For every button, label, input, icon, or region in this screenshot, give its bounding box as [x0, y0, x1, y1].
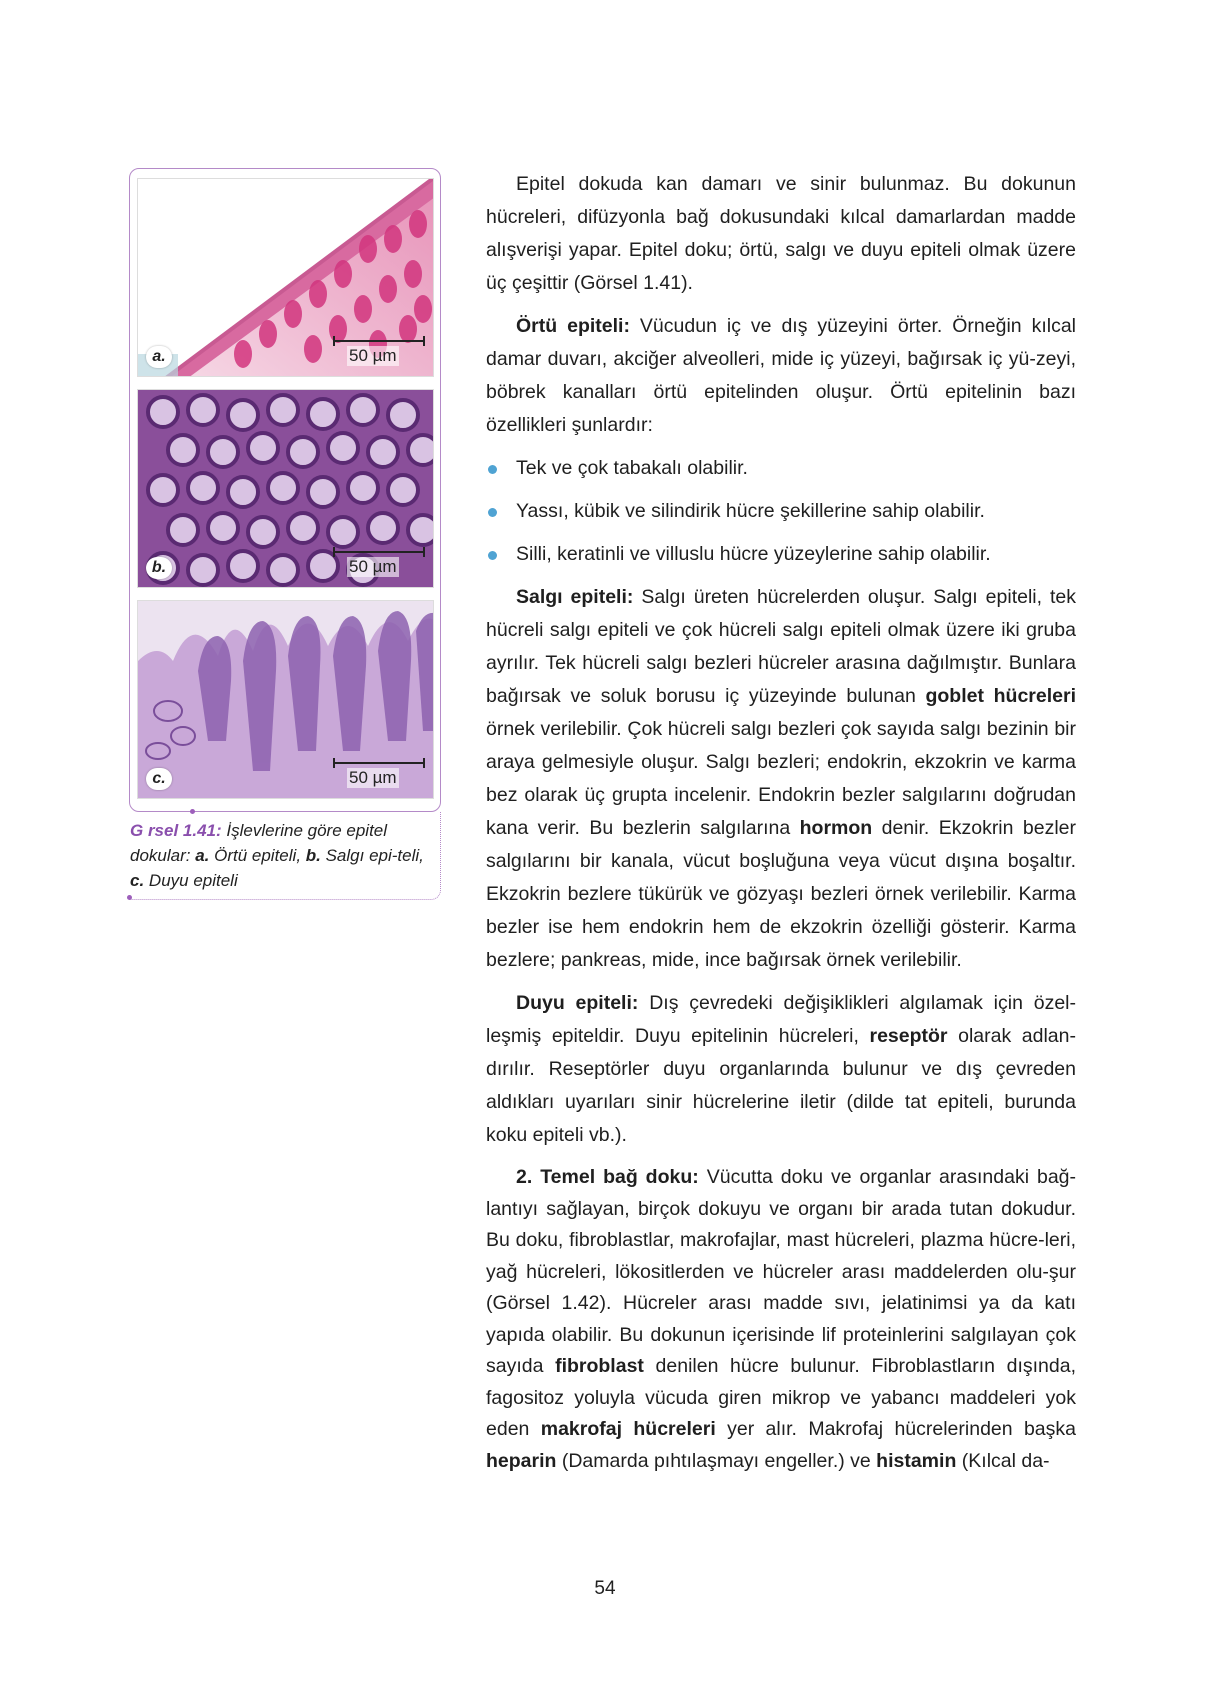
paragraph-text: Vücutta doku ve organlar arasındaki bağ-lantıyı sağlayan, birçok dokuyu ve organı bir arada tutan dokudur. Bu doku, fibroblastlar, makrofajlar, mast hücreleri, plazma hücre-leri, yağ hücreleri, lökositlerden ve hücreler arası maddelerden olu-şur (Görsel 1.42). Hücreler arası madde sıvı, jelatinimsi ya da katı yapıda olabilir. Bu dokunun içerisinde lif proteinlerini salgılayan çok sayıda [486, 1166, 1076, 1377]
paragraph-temel-bag-doku [486, 1162, 1076, 1477]
micrograph-panel-c [137, 600, 434, 799]
scale-label-a: 50 µm [349, 346, 397, 365]
caption-letter-b: b. [305, 846, 321, 865]
paragraph-salgi-epiteli [486, 581, 1076, 977]
list-item: Yassı, kübik ve silindirik hücre şekillerine sahip olabilir. [486, 495, 1076, 528]
paragraph-text: denilen hücre bulunur. Fibroblastların dışında, fagositoz yoluyla vücuda giren mikrop ve yabancı maddeleri yok eden [486, 1355, 1076, 1440]
term-duyu-epiteli: Duyu epiteli: [516, 992, 639, 1014]
term-heparin: heparin [486, 1449, 557, 1472]
bullet-list [486, 452, 1076, 571]
term-reseptor: reseptör [869, 1025, 948, 1047]
paragraph-text: Salgı üreten hücrelerden oluşur. Salgı epiteli, tek hücreli salgı epiteli ve çok hücreli salgı epiteli olmak üzere iki gruba ayrılır. Tek hücreli salgı bezleri hücreler arasına dağılmıştır. Bunlara bağırsak ve soluk borusu iç yüzeyinde bulunan [486, 586, 1076, 707]
paragraph-text: (Kılcal da- [956, 1449, 1050, 1472]
paragraph-text: (Damarda pıhtılaşmayı engeller.) ve [556, 1449, 877, 1472]
scale-bar-b [333, 551, 425, 577]
frame-dot [127, 895, 132, 900]
scale-label-c: 50 µm [349, 768, 397, 787]
frame-dot [190, 809, 195, 814]
figure-label: G rsel 1.41: [130, 821, 222, 840]
panel-letter-c: c. [146, 768, 172, 790]
panel-letter-a: a. [146, 346, 172, 368]
term-makrofaj: makrofaj hücreleri [540, 1418, 716, 1440]
list-item: Tek ve çok tabakalı olabilir. [486, 452, 1076, 485]
caption-text: Örtü epiteli, [209, 846, 306, 865]
caption-text: Duyu epiteli [144, 871, 238, 890]
paragraph-intro: Epitel dokuda kan damarı ve sinir bulunmaz. Bu dokunun hücreleri, difüzyonla bağ dokusundaki kılcal damarlardan madde alışverişi yapar. Epitel doku; örtü, salgı ve duyu epiteli olmak üzere üç çeşittir (Görsel 1.41). [486, 173, 1076, 294]
micrograph-panel-a [137, 178, 434, 377]
paragraph-text: yer alır. Makrofaj hücrelerinden başka [715, 1418, 1076, 1440]
paragraph-text: Vücudun iç ve dış yüzeyini örter. Örneğin kılcal damar duvarı, akciğer alveolleri, mide iç yüzeyi, bağırsak iç yü-zeyi, böbrek kanalları örtü epitelinden oluşur. Örtü epitelinin bazı özellikleri şunlardır: [486, 315, 1077, 436]
caption-text: Salgı epi-teli, [320, 846, 424, 865]
term-temel-bag-doku: 2. Temel bağ doku: [516, 1166, 699, 1188]
paragraph-text: olarak adlan-dırılır. Reseptörler duyu organlarında bulunur ve dış çevreden aldıkları uyarıları sinir hücrelerine iletir (dilde tat epiteli, burunda koku epiteli vb.). [486, 1025, 1076, 1146]
main-text-column [486, 168, 1076, 1487]
paragraph-ortu-epiteli [486, 310, 1076, 442]
paragraph-duyu-epiteli [486, 987, 1076, 1152]
scale-bar-a [333, 340, 425, 366]
scale-bar-c [333, 762, 425, 788]
caption-letter-a: a. [195, 846, 210, 865]
micrograph-panel-b [137, 389, 434, 588]
page-number: 54 [594, 1578, 616, 1599]
term-salgi-epiteli: Salgı epiteli: [516, 586, 634, 608]
paragraph-text: Dış çevredeki değişiklikleri algılamak için özel-leşmiş epiteldir. Duyu epitelinin hücreleri, [486, 992, 1077, 1047]
list-item: Silli, keratinli ve villuslu hücre yüzeylerine sahip olabilir. [486, 538, 1076, 571]
term-hormon: hormon [799, 817, 873, 839]
panel-letter-b: b. [146, 557, 172, 579]
term-goblet: goblet hücreleri [925, 685, 1077, 707]
scale-label-b: 50 µm [349, 557, 397, 576]
term-fibroblast: fibroblast [555, 1355, 644, 1377]
term-histamin: histamin [876, 1449, 957, 1472]
caption-letter-c: c. [130, 871, 145, 890]
term-ortu-epiteli: Örtü epiteli: [516, 315, 630, 337]
paragraph-text: denir. Ekzokrin bezler salgılarını bir kanala, vücut boşluğuna veya vücut dışına boşaltır. Ekzokrin bezlere tükürük ve gözyaşı bezleri örnek verilebilir. Karma bezler ise hem endokrin hem de ekzokrin özelliği gösterir. Karma bezlere; pankreas, mide, ince bağırsak örnek verilebilir. [486, 817, 1076, 971]
paragraph-text: örnek verilebilir. Çok hücreli salgı bezleri çok sayıda salgı bezinin bir araya gelmesiyle oluşur. Salgı bezleri; endokrin, ekzokrin ve karma bez olarak üç grupta incelenir. Endokrin bezler salgılarını doğrudan kana verir. Bu bezlerin salgılarına [486, 718, 1076, 839]
caption-text: İşlevlerine göre epitel dokular: [130, 821, 388, 865]
figure-caption [130, 818, 432, 893]
